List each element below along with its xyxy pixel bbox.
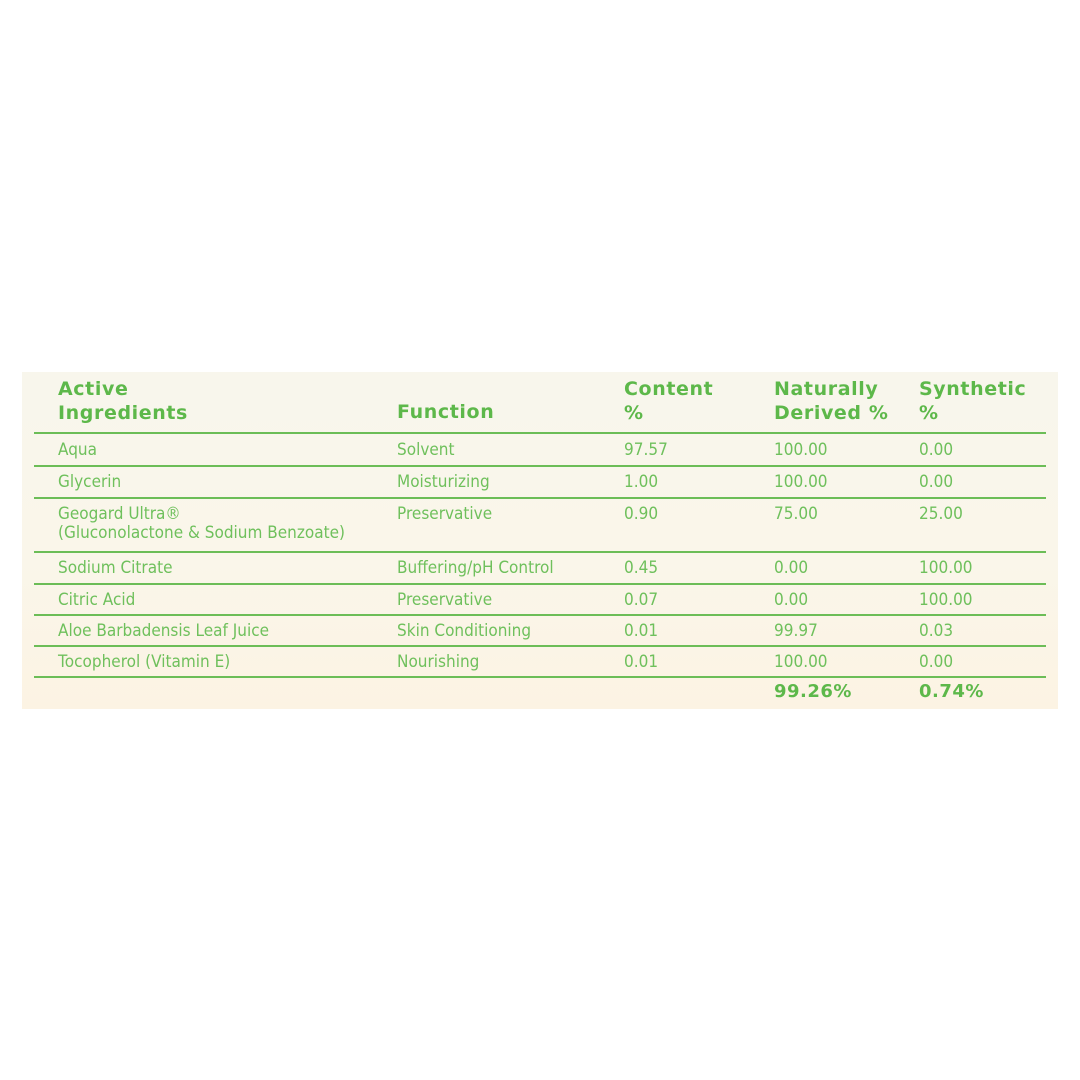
natural-value: 0.00: [774, 558, 809, 578]
ingredient-name: Geogard Ultra® (Gluconolactone & Sodium Benzoate): [58, 504, 346, 543]
ingredient-name: Sodium Citrate: [58, 558, 173, 578]
content-value: 0.90: [624, 504, 659, 524]
ingredient-function: Preservative: [397, 590, 493, 610]
ingredient-function: Skin Conditioning: [397, 621, 532, 641]
content-value: 0.45: [624, 558, 659, 578]
ingredient-subtitle: (Gluconolactone & Sodium Benzoate): [58, 523, 346, 543]
header-function: Function: [397, 401, 495, 423]
totals-divider: [34, 676, 1046, 678]
ingredient-name: Tocopherol (Vitamin E): [58, 652, 231, 672]
content-value: 0.01: [624, 652, 659, 672]
row-divider: [34, 614, 1046, 616]
natural-value: 100.00: [774, 440, 828, 460]
total-naturally-derived: 99.26%: [774, 681, 852, 702]
row-divider: [34, 583, 1046, 585]
synthetic-value: 0.00: [919, 652, 954, 672]
content-value: 0.01: [624, 621, 659, 641]
ingredient-function: Preservative: [397, 504, 493, 524]
header-content-percent: Content %: [624, 378, 714, 424]
natural-value: 100.00: [774, 652, 828, 672]
content-value: 97.57: [624, 440, 668, 460]
natural-value: 99.97: [774, 621, 818, 641]
ingredient-function: Moisturizing: [397, 472, 490, 492]
header-divider: [34, 432, 1046, 434]
row-divider: [34, 551, 1046, 553]
row-divider: [34, 465, 1046, 467]
ingredient-function: Solvent: [397, 440, 455, 460]
natural-value: 75.00: [774, 504, 818, 524]
natural-value: 100.00: [774, 472, 828, 492]
ingredient-name: Aqua: [58, 440, 97, 460]
row-divider: [34, 645, 1046, 647]
synthetic-value: 0.03: [919, 621, 954, 641]
ingredient-name: Aloe Barbadensis Leaf Juice: [58, 621, 270, 641]
ingredients-label: [22, 372, 1058, 709]
synthetic-value: 0.00: [919, 472, 954, 492]
ingredient-name: Glycerin: [58, 472, 122, 492]
header-active-ingredients: Active Ingredients: [58, 378, 188, 424]
header-synthetic: Synthetic %: [919, 378, 1027, 424]
header-naturally-derived: Naturally Derived %: [774, 378, 889, 424]
total-synthetic: 0.74%: [919, 681, 984, 702]
synthetic-value: 25.00: [919, 504, 963, 524]
content-value: 0.07: [624, 590, 659, 610]
ingredient-function: Nourishing: [397, 652, 480, 672]
synthetic-value: 0.00: [919, 440, 954, 460]
synthetic-value: 100.00: [919, 590, 973, 610]
ingredient-function: Buffering/pH Control: [397, 558, 554, 578]
synthetic-value: 100.00: [919, 558, 973, 578]
natural-value: 0.00: [774, 590, 809, 610]
row-divider: [34, 497, 1046, 499]
ingredient-name: Citric Acid: [58, 590, 136, 610]
content-value: 1.00: [624, 472, 659, 492]
